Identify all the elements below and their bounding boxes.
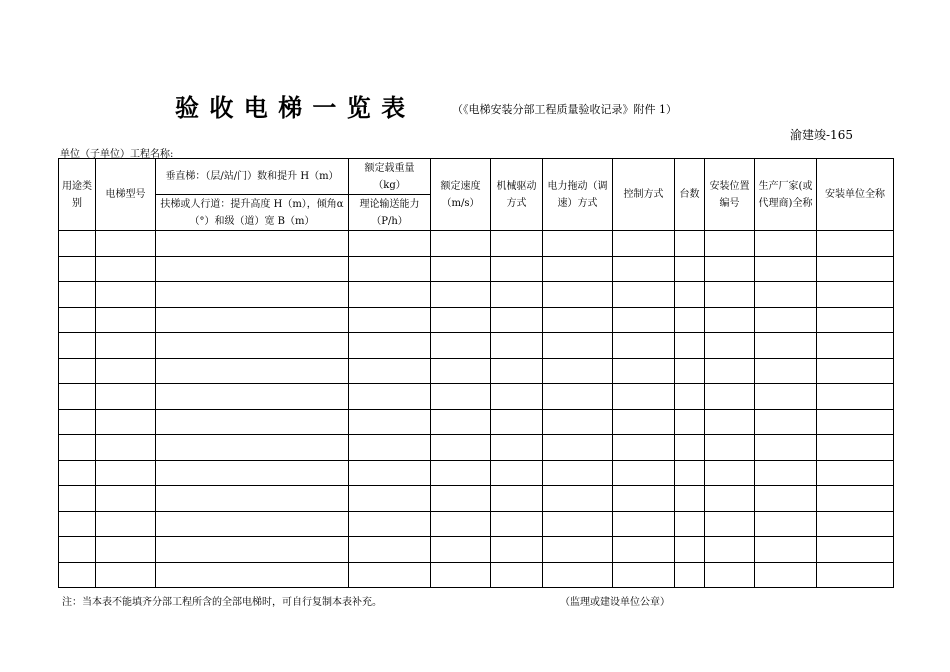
elevator-table [58,158,894,588]
table-cell[interactable] [349,231,431,257]
table-cell[interactable] [613,511,675,537]
table-cell[interactable] [431,231,491,257]
table-cell[interactable] [491,231,543,257]
table-cell[interactable] [675,486,705,512]
table-cell[interactable] [431,486,491,512]
unit-name-label: 单位（子单位）工程名称: [60,149,174,160]
table-cell[interactable] [817,511,894,537]
table-cell[interactable] [96,256,156,282]
table-cell[interactable] [59,511,96,537]
header-count: 台数 [675,159,705,231]
table-cell[interactable] [349,460,431,486]
table-cell[interactable] [156,358,349,384]
table-cell[interactable] [59,307,96,333]
table-cell[interactable] [156,511,349,537]
table-cell[interactable] [156,409,349,435]
table-cell[interactable] [156,256,349,282]
table-cell[interactable] [349,486,431,512]
table-cell[interactable] [59,562,96,588]
table-cell[interactable] [755,562,817,588]
table-cell[interactable] [817,231,894,257]
table-cell[interactable] [543,486,613,512]
table-cell[interactable] [543,307,613,333]
table-cell[interactable] [59,282,96,308]
table-cell[interactable] [349,384,431,410]
table-cell[interactable] [705,231,755,257]
table-cell[interactable] [817,307,894,333]
table-cell[interactable] [491,537,543,563]
table-cell[interactable] [156,333,349,359]
table-cell[interactable] [675,562,705,588]
header-control: 控制方式 [613,159,675,231]
table-row [59,256,894,282]
table-cell[interactable] [349,562,431,588]
table-cell[interactable] [349,358,431,384]
table-cell[interactable] [613,562,675,588]
table-cell[interactable] [755,333,817,359]
table-row [59,486,894,512]
table-cell[interactable] [675,358,705,384]
table-cell[interactable] [543,460,613,486]
table-cell[interactable] [755,537,817,563]
table-cell[interactable] [817,333,894,359]
table-cell[interactable] [59,409,96,435]
table-cell[interactable] [349,537,431,563]
table-cell[interactable] [491,282,543,308]
table-row [59,409,894,435]
table-cell[interactable] [755,307,817,333]
table-cell[interactable] [431,435,491,461]
table-cell[interactable] [705,537,755,563]
table-cell[interactable] [613,435,675,461]
table-cell[interactable] [59,537,96,563]
table-cell[interactable] [96,333,156,359]
seal-text: （监理或建设单位公章） [560,597,670,608]
header-manufacturer: 生产厂家(或代理商)全称 [755,159,817,231]
table-cell[interactable] [491,384,543,410]
table-cell[interactable] [613,409,675,435]
table-row [59,333,894,359]
table-cell[interactable] [817,562,894,588]
table-cell[interactable] [156,460,349,486]
table-cell[interactable] [96,282,156,308]
table-cell[interactable] [491,409,543,435]
table-cell[interactable] [817,256,894,282]
table-cell[interactable] [349,307,431,333]
table-cell[interactable] [96,511,156,537]
table-cell[interactable] [613,282,675,308]
table-cell[interactable] [543,333,613,359]
table-cell[interactable] [675,384,705,410]
table-cell[interactable] [491,511,543,537]
table-cell[interactable] [755,435,817,461]
table-cell[interactable] [675,307,705,333]
table-cell[interactable] [543,511,613,537]
table-cell[interactable] [96,486,156,512]
table-cell[interactable] [96,307,156,333]
table-cell[interactable] [705,435,755,461]
table-cell[interactable] [96,384,156,410]
table-cell[interactable] [613,333,675,359]
table-cell[interactable] [156,307,349,333]
table-cell[interactable] [817,282,894,308]
table-cell[interactable] [59,256,96,282]
table-cell[interactable] [156,231,349,257]
table-cell[interactable] [755,256,817,282]
table-cell[interactable] [491,307,543,333]
subtitle: （《电梯安装分部工程质量验收记录》附件 1） [452,103,677,116]
table-cell[interactable] [349,511,431,537]
header-installer: 安装单位全称 [817,159,894,231]
header-capacity: 理论输送能力（P/h） [349,195,431,231]
table-row [59,460,894,486]
table-cell[interactable] [817,460,894,486]
table-cell[interactable] [817,384,894,410]
table-cell[interactable] [156,435,349,461]
table-cell[interactable] [431,282,491,308]
table-cell[interactable] [755,460,817,486]
table-row [59,231,894,257]
table-cell[interactable] [59,460,96,486]
header-speed: 额定速度（m/s） [431,159,491,231]
table-cell[interactable] [96,562,156,588]
table-cell[interactable] [491,486,543,512]
table-cell[interactable] [431,460,491,486]
table-cell[interactable] [705,333,755,359]
table-cell[interactable] [613,256,675,282]
table-cell[interactable] [675,537,705,563]
table-cell[interactable] [675,256,705,282]
table-cell[interactable] [613,486,675,512]
table-cell[interactable] [156,537,349,563]
table-cell[interactable] [705,460,755,486]
table-cell[interactable] [675,409,705,435]
table-cell[interactable] [613,307,675,333]
table-cell[interactable] [491,435,543,461]
footer-note: 注：当本表不能填齐分部工程所含的全部电梯时，可自行复制本表补充。 [62,597,382,608]
table-cell[interactable] [59,486,96,512]
table-cell[interactable] [431,511,491,537]
header-rated-load: 额定载重量（kg） [349,159,431,195]
table-cell[interactable] [156,384,349,410]
table-cell[interactable] [543,231,613,257]
table-cell[interactable] [491,333,543,359]
table-cell[interactable] [817,537,894,563]
table-cell[interactable] [96,460,156,486]
table-cell[interactable] [491,256,543,282]
table-cell[interactable] [59,435,96,461]
table-cell[interactable] [755,384,817,410]
table-cell[interactable] [349,282,431,308]
table-cell[interactable] [705,562,755,588]
table-cell[interactable] [156,486,349,512]
table-cell[interactable] [491,562,543,588]
header-escalator: 扶梯或人行道：提升高度 H（m），倾角α（°）和级（道）宽 B（m） [156,195,349,231]
header-model: 电梯型号 [96,159,156,231]
table-cell[interactable] [705,409,755,435]
table-cell[interactable] [675,231,705,257]
table-cell[interactable] [755,486,817,512]
table-cell[interactable] [675,435,705,461]
table-cell[interactable] [613,537,675,563]
table-cell[interactable] [491,460,543,486]
table-cell[interactable] [705,307,755,333]
table-cell[interactable] [431,409,491,435]
table-cell[interactable] [156,282,349,308]
table-cell[interactable] [59,231,96,257]
table-cell[interactable] [543,256,613,282]
table-row [59,358,894,384]
table-cell[interactable] [543,282,613,308]
table-cell[interactable] [59,384,96,410]
table-cell[interactable] [431,562,491,588]
header-vertical: 垂直梯：（层/站/门）数和提升 H（m） [156,159,349,195]
table-cell[interactable] [675,460,705,486]
header-electric-drive: 电力拖动（调速）方式 [543,159,613,231]
table-cell[interactable] [755,231,817,257]
table-cell[interactable] [96,231,156,257]
table-cell[interactable] [349,435,431,461]
table-cell[interactable] [613,358,675,384]
table-cell[interactable] [431,333,491,359]
table-cell[interactable] [705,511,755,537]
table-cell[interactable] [431,256,491,282]
table-cell[interactable] [543,384,613,410]
table-cell[interactable] [96,409,156,435]
table-cell[interactable] [705,282,755,308]
table-cell[interactable] [755,409,817,435]
page-title: 验 收 电 梯 一 览 表 [175,93,407,122]
table-cell[interactable] [817,435,894,461]
header-drive: 机械驱动方式 [491,159,543,231]
table-cell[interactable] [59,358,96,384]
table-cell[interactable] [705,384,755,410]
table-cell[interactable] [96,435,156,461]
table-row [59,282,894,308]
table-cell[interactable] [349,409,431,435]
table-cell[interactable] [817,409,894,435]
table-cell[interactable] [431,384,491,410]
table-cell[interactable] [613,384,675,410]
table-cell[interactable] [431,358,491,384]
table-cell[interactable] [705,358,755,384]
header-usage-category: 用途类别 [59,159,96,231]
table-cell[interactable] [675,333,705,359]
table-cell[interactable] [705,256,755,282]
table-row [59,537,894,563]
table-cell[interactable] [675,282,705,308]
table-cell[interactable] [349,333,431,359]
table-cell[interactable] [705,486,755,512]
table-cell[interactable] [817,486,894,512]
table-cell[interactable] [613,460,675,486]
table-row [59,307,894,333]
table-cell[interactable] [755,511,817,537]
table-cell[interactable] [675,511,705,537]
table-cell[interactable] [349,256,431,282]
table-cell[interactable] [543,537,613,563]
table-row [59,562,894,588]
table-row [59,435,894,461]
table-cell[interactable] [156,562,349,588]
table-cell[interactable] [431,307,491,333]
table-cell[interactable] [96,537,156,563]
table-cell[interactable] [817,358,894,384]
header-position-no: 安装位置编号 [705,159,755,231]
table-cell[interactable] [431,537,491,563]
table-cell[interactable] [543,562,613,588]
table-row [59,511,894,537]
form-code: 渝建竣-165 [790,128,853,142]
table-cell[interactable] [543,435,613,461]
table-cell[interactable] [96,358,156,384]
table-cell[interactable] [543,358,613,384]
table-row [59,384,894,410]
table-cell[interactable] [613,231,675,257]
table-cell[interactable] [491,358,543,384]
table-cell[interactable] [59,333,96,359]
table-cell[interactable] [543,409,613,435]
table-cell[interactable] [755,358,817,384]
table-cell[interactable] [755,282,817,308]
